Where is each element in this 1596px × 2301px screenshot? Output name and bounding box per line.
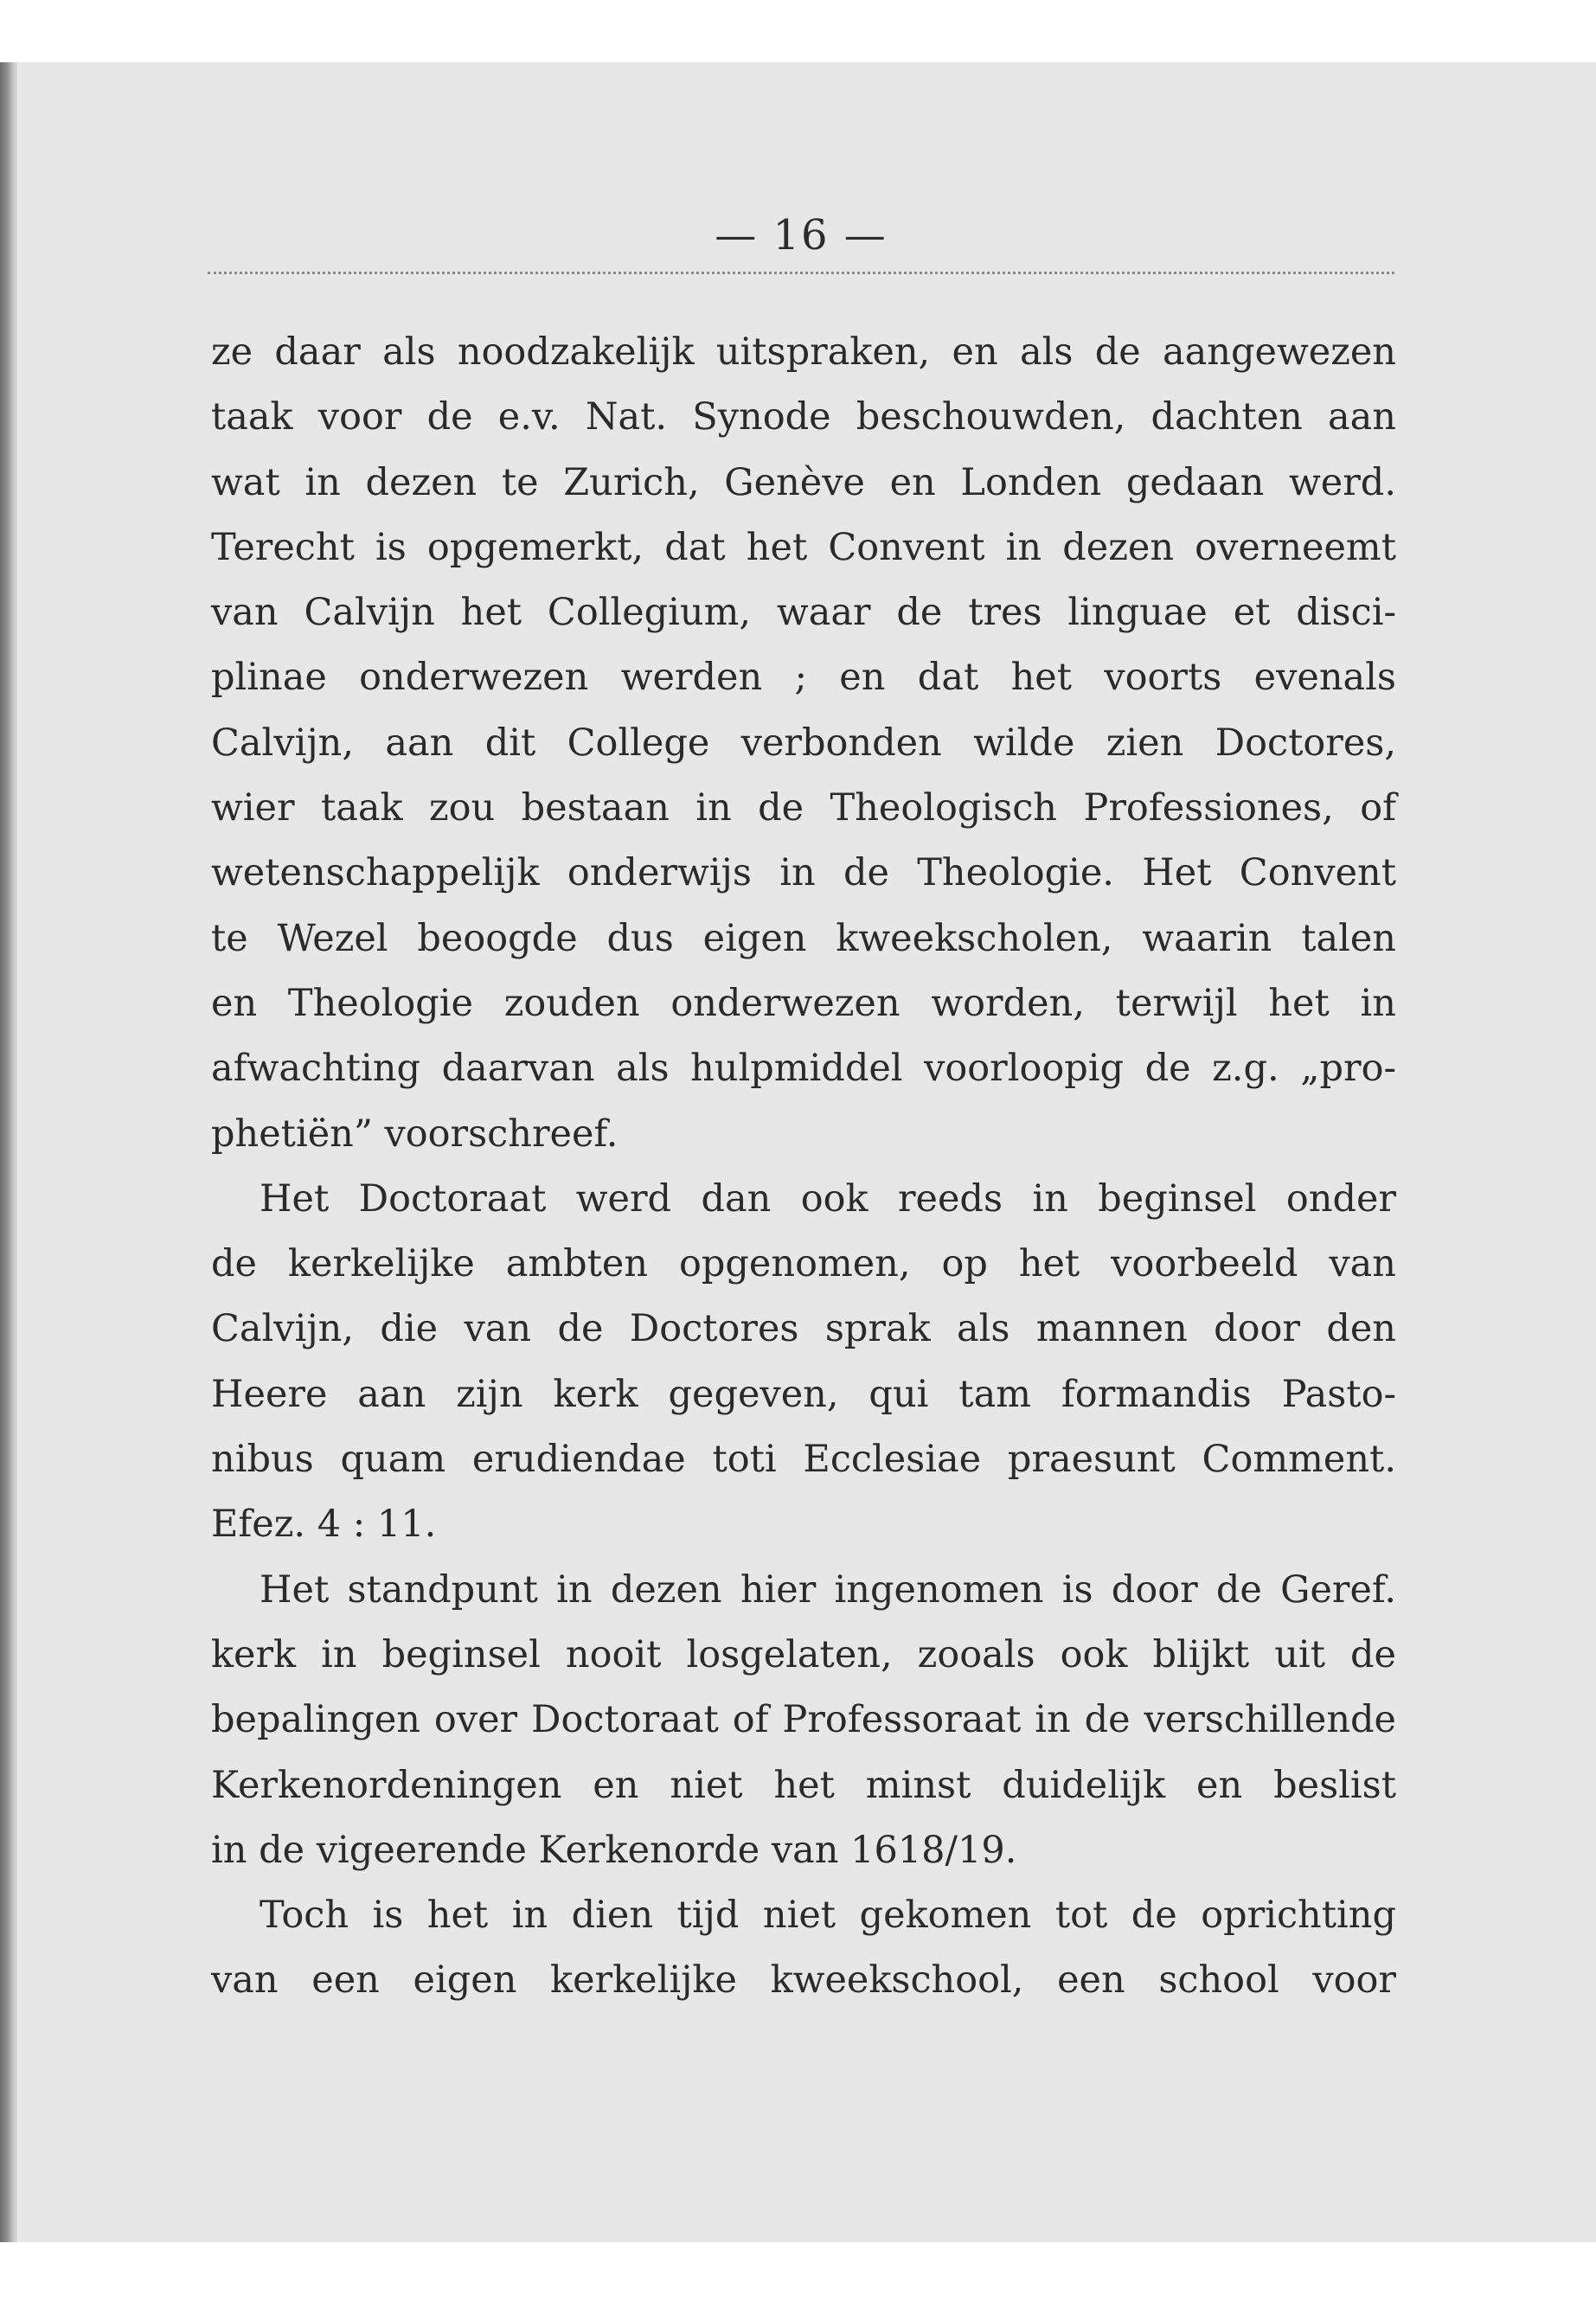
text-line: Calvijn, die van de Doctores sprak als mannen door den [211,1307,1396,1351]
paragraph-4 [211,1883,1396,2014]
text-line: te Wezel beoogde dus eigen kweekscholen, waarin talen [211,916,1396,960]
text-line: wat in dezen te Zurich, Genève en Londen gedaan werd. [211,460,1396,504]
text-line: de kerkelijke ambten opgenomen, op het voorbeeld van [211,1242,1396,1286]
page-number: — 16 — [715,211,888,260]
text-line: phetiën” voorschreef. [211,1112,619,1156]
text-line: ze daar als noodzakelijk uitspraken, en als de aangewezen [211,330,1396,374]
header-dotted-rule [208,272,1394,274]
text-line: Het Doctoraat werd dan ook reeds in beginsel onder [260,1176,1396,1221]
text-line: van een eigen kerkelijke kweekschool, een school voor [211,1958,1396,2003]
text-line: Het standpunt in dezen hier ingenomen is door de Geref. [260,1567,1396,1612]
text-line: van Calvijn het Collegium, waar de tres linguae et disci- [211,591,1396,635]
text-line: in de vigeerende Kerkenorde van 1618/19. [211,1828,1017,1872]
text-line: kerk in beginsel nooit losgelaten, zooals ook blijkt uit de [211,1632,1396,1676]
text-line: Heere aan zijn kerk gegeven, qui tam formandis Pasto- [211,1372,1396,1416]
text-line: wetenschappelijk onderwijs in de Theologie. Het Convent [211,851,1396,895]
paragraph-2 [211,1167,1396,1558]
text-line: Calvijn, aan dit College verbonden wilde zien Doctores, [211,721,1396,765]
body-text [211,320,1396,2014]
text-line: Terecht is opgemerkt, dat het Convent in dezen overneemt [211,525,1396,569]
text-line: bepalingen over Doctoraat of Professoraat in de verschillende [211,1698,1396,1742]
text-line: taak voor de e.v. Nat. Synode beschouwden, dachten aan [211,395,1396,439]
text-line: nibus quam erudiendae toti Ecclesiae praesunt Comment. [211,1438,1396,1482]
text-line: plinae onderwezen werden ; en dat het voorts evenals [211,656,1396,700]
text-line: wier taak zou bestaan in de Theologisch Professiones, of [211,786,1396,830]
text-line: Toch is het in dien tijd niet gekomen tot de oprichting [260,1894,1396,1938]
text-line: en Theologie zouden onderwezen worden, terwijl het in [211,981,1396,1025]
text-line: Efez. 4 : 11. [211,1503,437,1547]
text-line: afwachting daarvan als hulpmiddel voorloopig de z.g. „pro- [211,1047,1396,1091]
paragraph-1 [211,320,1396,1167]
paragraph-3 [211,1558,1396,1883]
book-binding-edge [0,62,17,2242]
text-line: Kerkenordeningen en niet het minst duidelijk en beslist [211,1763,1396,1807]
page-header [208,199,1394,277]
